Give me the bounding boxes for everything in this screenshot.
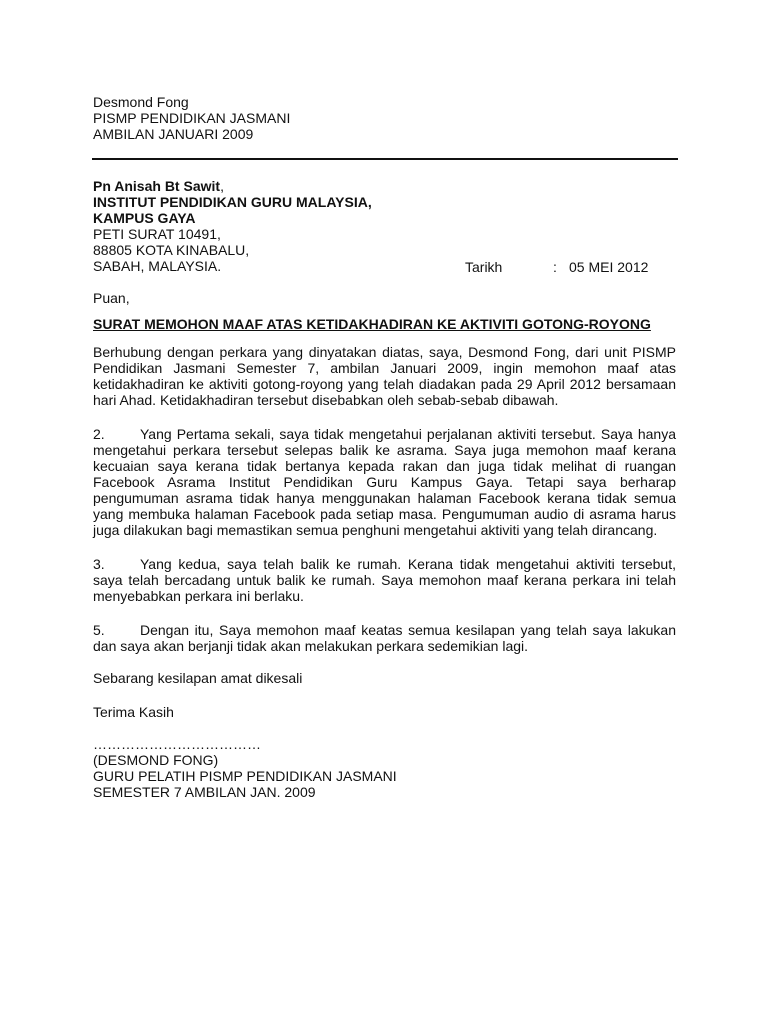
date-separator: : — [553, 259, 557, 275]
date-value: 05 MEI 2012 — [569, 259, 649, 275]
recipient-address-3: SABAH, MALAYSIA. — [93, 258, 222, 274]
closing-regret: Sebarang kesilapan amat dikesali — [93, 670, 303, 686]
sender-program: PISMP PENDIDIKAN JASMANI — [93, 110, 291, 126]
subject-block — [93, 316, 676, 332]
paragraph-4 — [93, 622, 676, 654]
paragraph-4-number: 5. — [93, 622, 105, 638]
closing-thanks: Terima Kasih — [93, 704, 174, 720]
recipient-address-1: PETI SURAT 10491, — [93, 226, 221, 242]
recipient-name-suffix: , — [220, 178, 224, 194]
date-line — [465, 259, 648, 275]
signature-semester: SEMESTER 7 AMBILAN JAN. 2009 — [93, 784, 316, 800]
sender-intake: AMBILAN JANUARI 2009 — [93, 126, 254, 142]
paragraph-3 — [93, 556, 676, 604]
paragraph-1-text: Berhubung dengan perkara yang dinyatakan diatas, saya, Desmond Fong, dari unit PISMP Pendidikan Jasmani Semester 7, ambilan Januari 2009, ingin memohon maaf atas ketidakhadiran ke aktiviti gotong-royong yang telah diadakan pada 29 April 2012 bersamaan hari Ahad. Ketidakhadiran tersebut disebabkan oleh sebab-sebab dibawah. — [93, 344, 676, 408]
date-label: Tarikh — [465, 259, 503, 275]
paragraph-4-text: Dengan itu, Saya memohon maaf keatas semua kesilapan yang telah saya lakukan dan saya akan berjanji tidak akan melakukan perkara sedemikian lagi. — [93, 622, 676, 654]
sender-block — [93, 94, 676, 142]
recipient-campus: KAMPUS GAYA — [93, 210, 196, 226]
recipient-institution: INSTITUT PENDIDIKAN GURU MALAYSIA, — [93, 194, 372, 210]
signature-title: GURU PELATIH PISMP PENDIDIKAN JASMANI — [93, 768, 397, 784]
paragraph-3-text: Yang kedua, saya telah balik ke rumah. Kerana tidak mengetahui aktiviti tersebut, saya telah bercadang untuk balik ke rumah. Saya memohon maaf kerana perkara ini telah menyebabkan perkara ini berlaku. — [93, 556, 676, 604]
signature-dots: ……………………………… — [93, 736, 261, 752]
salutation: Puan, — [93, 290, 130, 306]
paragraph-2 — [93, 426, 676, 538]
recipient-name: Pn Anisah Bt Sawit — [93, 178, 221, 194]
signature-name: (DESMOND FONG) — [93, 752, 219, 768]
signature-block — [93, 736, 676, 800]
paragraph-2-text: Yang Pertama sekali, saya tidak mengetahui perjalanan aktiviti tersebut. Saya hanya mengetahui perkara tersebut selepas balik ke asrama. Saya juga memohon maaf kerana kecuaian saya kerana tidak bertanya kepada rakan dan juga tidak melihat di ruangan Facebook Asrama Institut Pendidikan Guru Kampus Gaya. Tetapi saya berharap pengumuman asrama tidak hanya menggunakan halaman Facebook kerana tidak semua yang membuka halaman Facebook pada setiap masa. Pengumuman audio di asrama harus juga dilakukan bagi memastikan semua penghuni mengetahui aktiviti yang telah dirancang. — [93, 426, 676, 538]
paragraph-1 — [93, 344, 676, 408]
paragraph-3-number: 3. — [93, 556, 105, 572]
paragraph-2-number: 2. — [93, 426, 105, 442]
header-divider — [92, 158, 678, 160]
recipient-name-line — [93, 178, 676, 194]
subject-title: SURAT MEMOHON MAAF ATAS KETIDAKHADIRAN KE AKTIVITI GOTONG-ROYONG — [93, 316, 651, 332]
sender-name: Desmond Fong — [93, 94, 189, 110]
recipient-address-2: 88805 KOTA KINABALU, — [93, 242, 250, 258]
